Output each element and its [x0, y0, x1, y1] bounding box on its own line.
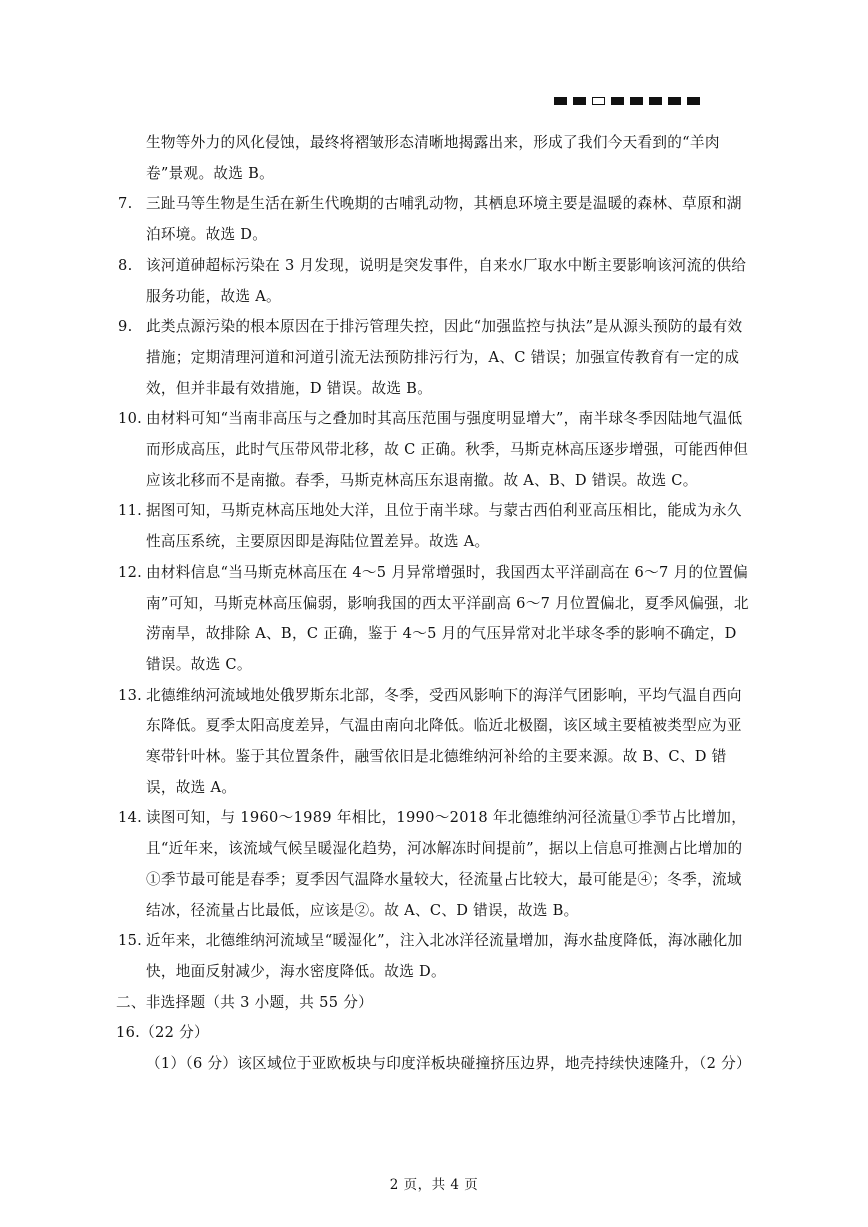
item-number: 7. [118, 195, 133, 213]
item-text: 北德维纳河流域地处俄罗斯东北部，冬季，受西风影响下的海洋气团影响，平均气温自西向东降低。夏季太阳高度差异，气温由南向北降低。临近北极圈，该区域主要植被类型应为亚寒带针叶林。鉴于其位置条件，融雪依旧是北德维纳河补给的主要来源。故 B、C、D 错误，故选 A。 [146, 686, 742, 796]
answer-item-13 [116, 681, 752, 804]
header-mark [687, 97, 700, 105]
item-text: 三趾马等生物是生活在新生代晚期的古哺乳动物，其栖息环境主要是温暖的森林、草原和湖泊环境。故选 D。 [146, 195, 742, 244]
question-16-part-1: （1）（6 分）该区域位于亚欧板块与印度洋板块碰撞挤压边界，地壳持续快速隆升，（2 分） [146, 1055, 751, 1073]
header-mark [554, 97, 567, 105]
item-number: 8. [118, 256, 133, 274]
header-mark [668, 97, 681, 105]
answer-item-11 [116, 496, 752, 557]
answer-item-7 [116, 189, 752, 250]
answer-content [116, 128, 752, 1080]
item-text: 读图可知，与 1960～1989 年相比，1990～2018 年北德维纳河径流量①季节占比增加，且“近年来，该流域气候呈暖湿化趋势，河冰解冻时间提前”，据以上信息可推测占比增加的①季节最可能是春季；夏季因气温降水量较大，径流量占比较大，最可能是④；冬季，流域结冰，径流量占比最低，应该是②。故 A、C、D 错误，故选 B。 [146, 809, 747, 919]
header-mark [649, 97, 662, 105]
item-text: 由材料可知“当南非高压与之叠加时其高压范围与强度明显增大”，南半球冬季因陆地气温低而形成高压，此时气压带风带北移，故 C 正确。秋季，马斯克林高压逐步增强，可能西伸但应该北移而不是南撤。春季，马斯克林高压东退南撤。故 A、B、D 错误。故选 C。 [146, 410, 749, 489]
continuation-paragraph: 生物等外力的风化侵蚀，最终将褶皱形态清晰地揭露出来，形成了我们今天看到的“羊肉卷”景观。故选 B。 [146, 134, 720, 182]
item-text: 该河道砷超标污染在 3 月发现，说明是突发事件，自来水厂取水中断主要影响该河流的供给服务功能，故选 A。 [146, 256, 747, 305]
header-mark [611, 97, 624, 105]
header-marks [554, 97, 700, 105]
section-title: 二、非选择题（共 3 小题，共 55 分） [116, 993, 374, 1011]
answer-item-14 [116, 803, 752, 926]
item-text: 此类点源污染的根本原因在于排污管理失控，因此“加强监控与执法”是从源头预防的最有效措施；定期清理河道和河道引流无法预防排污行为，A、C 错误；加强宣传教育有一定的成效，但并非最有效措施，D 错误。故选 B。 [146, 318, 743, 397]
item-number: 14. [118, 809, 143, 827]
item-number: 11. [118, 502, 143, 520]
answer-item-10 [116, 404, 752, 496]
answer-item-8 [116, 251, 752, 312]
answer-item-9 [116, 312, 752, 404]
item-number: 10. [118, 410, 143, 428]
item-number: 15. [118, 932, 143, 950]
header-mark [573, 97, 586, 105]
header-mark [630, 97, 643, 105]
item-number: 9. [118, 318, 133, 336]
answer-item-15 [116, 926, 752, 987]
answer-item-12 [116, 558, 752, 681]
item-number: 12. [118, 563, 143, 581]
header-mark [592, 97, 605, 105]
item-number: 13. [118, 686, 143, 704]
page-number: 2 页，共 4 页 [389, 1177, 479, 1193]
item-text: 据图可知，马斯克林高压地处大洋，且位于南半球。与蒙古西伯利亚高压相比，能成为永久性高压系统，主要原因即是海陆位置差异。故选 A。 [146, 502, 742, 551]
item-text: 近年来，北德维纳河流域呈“暖湿化”，注入北冰洋径流量增加，海水盐度降低，海冰融化加快，地面反射减少，海水密度降低。故选 D。 [146, 932, 743, 980]
question-16-label: 16.（22 分） [116, 1024, 209, 1042]
item-text: 由材料信息“当马斯克林高压在 4～5 月异常增强时，我国西太平洋副高在 6～7 月的位置偏南”可知，马斯克林高压偏弱，影响我国的西太平洋副高 6～7 月位置偏北，夏季风偏强，北涝南旱，故排除 A、B，C 正确，鉴于 4～5 月的气压异常对北半球冬季的影响不确定，D 错误。故选 C。 [146, 563, 749, 673]
